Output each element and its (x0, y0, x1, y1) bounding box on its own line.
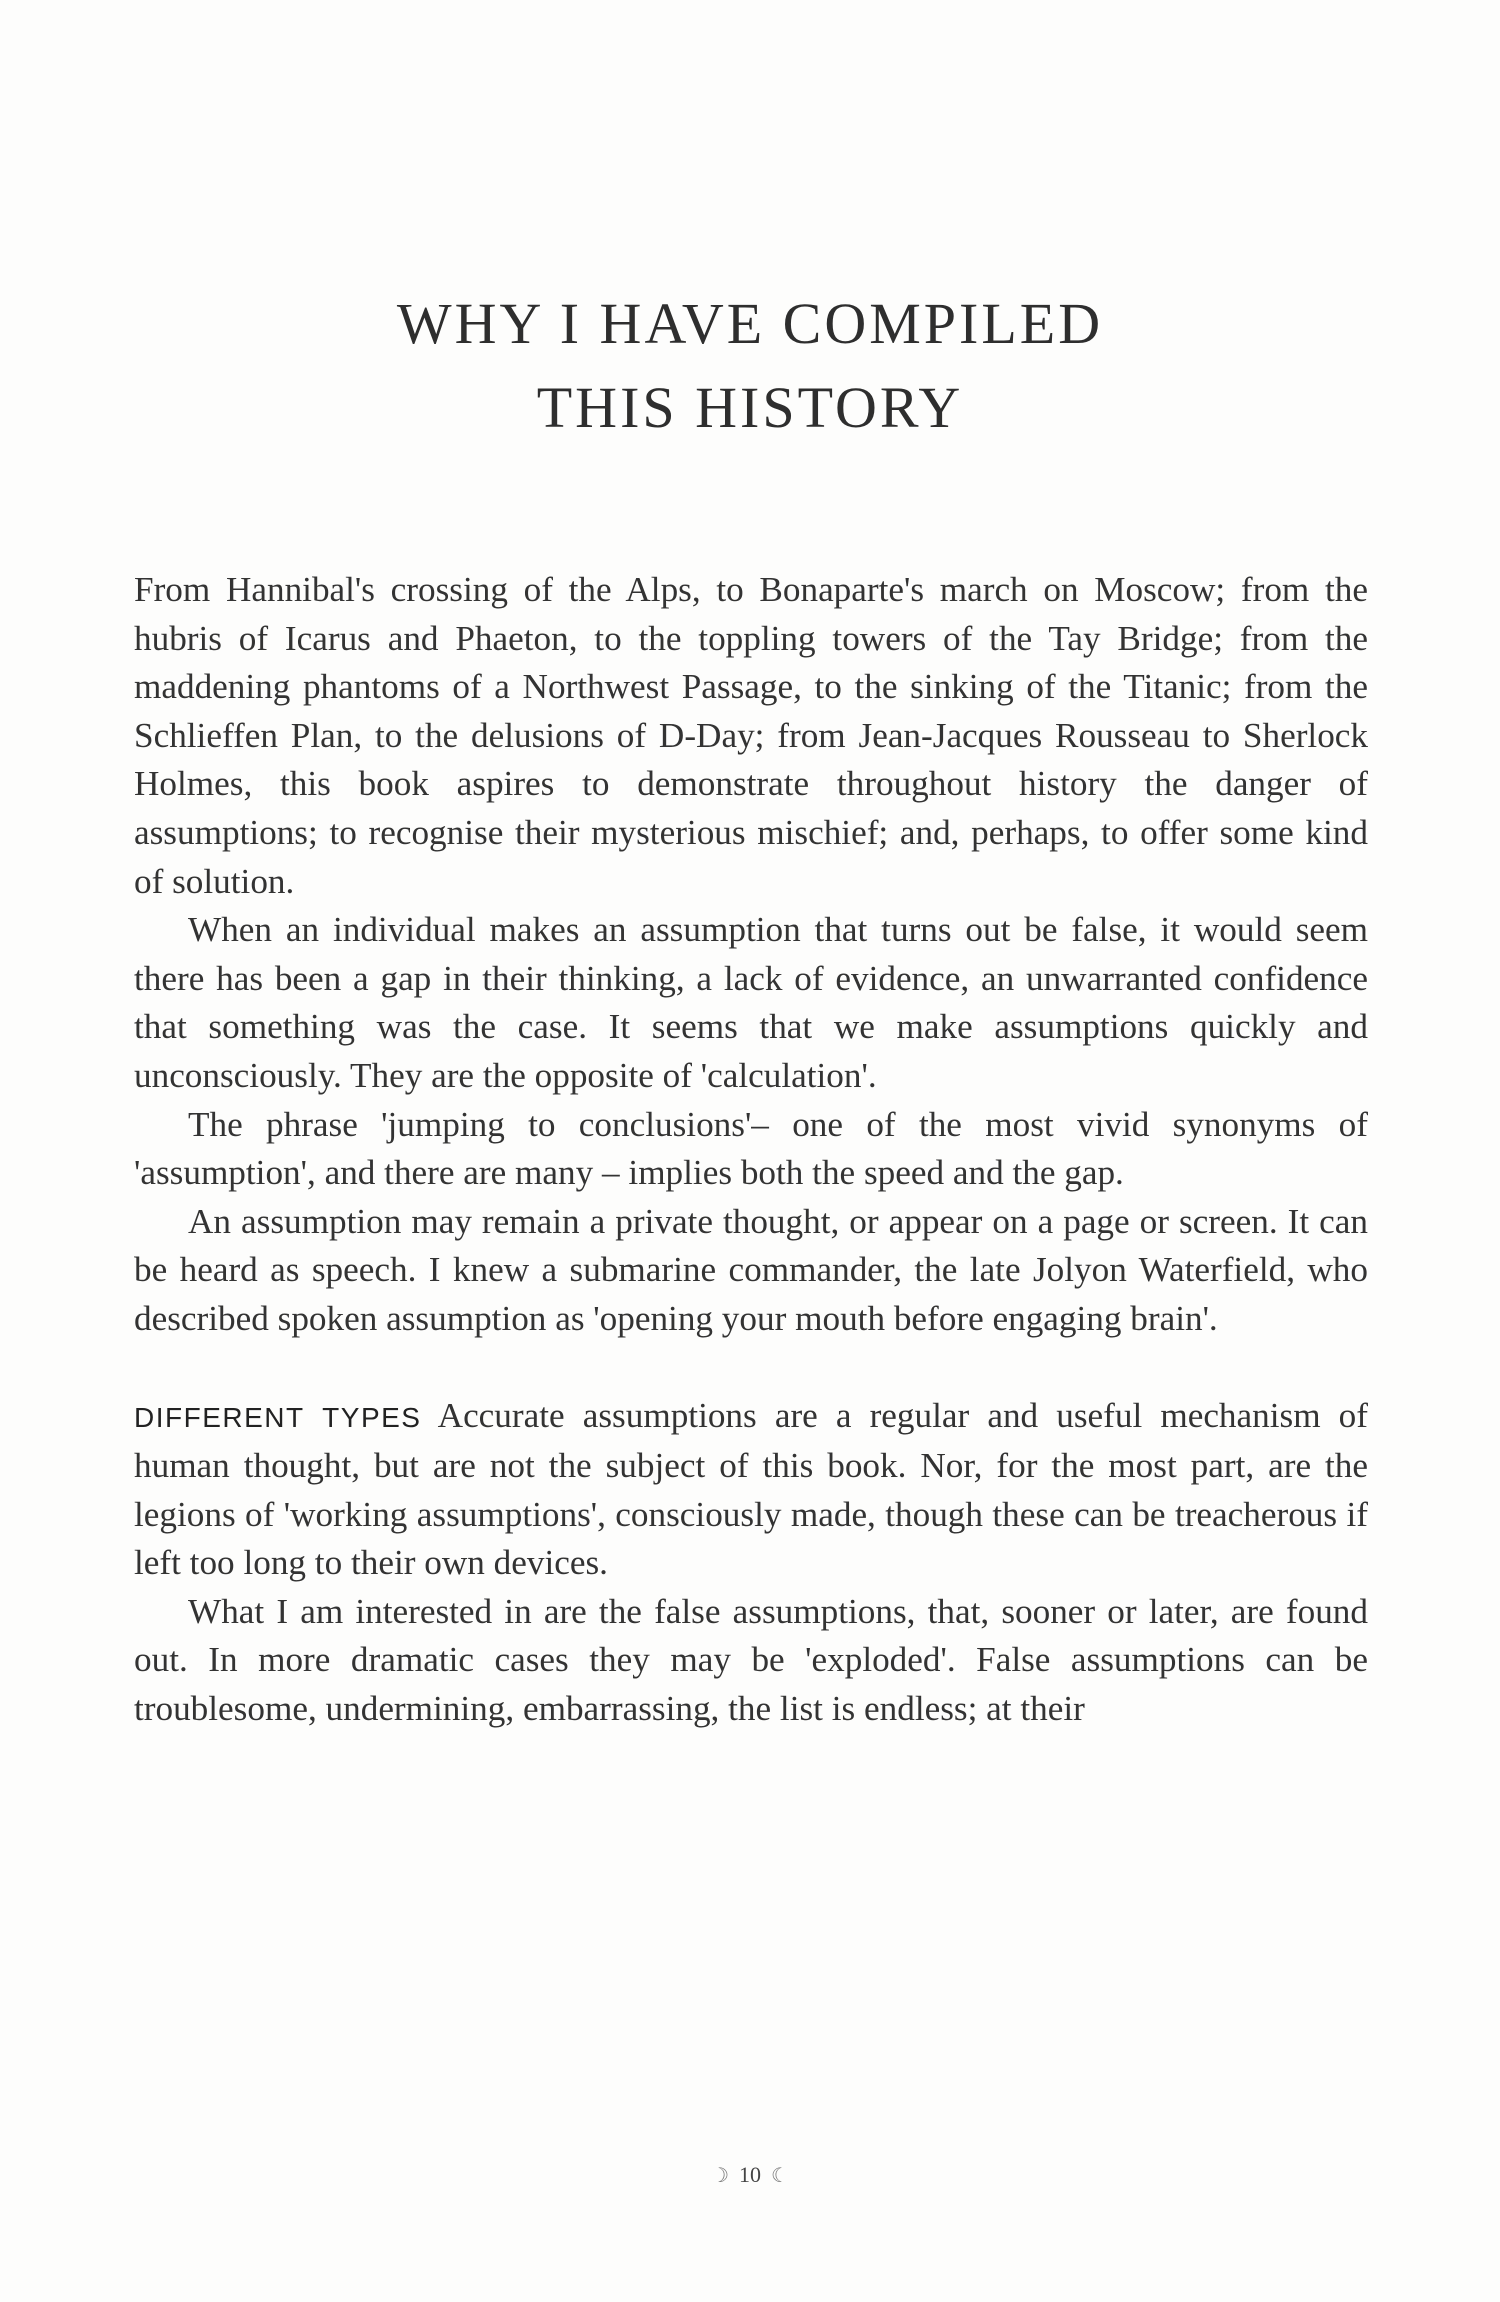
section-paragraph (134, 1392, 1368, 1588)
body-text (134, 566, 1368, 1734)
closing-paragraph: What I am interested in are the false assumptions, that, sooner or later, are found out. In more dramatic cases they may be 'exploded'. False assumptions can be troublesome, undermining, embarrassing, the list is endless; at their (134, 1591, 1368, 1729)
paragraph-4: An assumption may remain a private thought, or appear on a page or screen. It can be heard as speech. I knew a submarine commander, the late Jolyon Waterfield, who described spoken assumption as 'opening your mouth before engaging brain'. (134, 1201, 1368, 1338)
paragraph-1: From Hannibal's crossing of the Alps, to Bonaparte's march on Moscow; from the hubris of Icarus and Phaeton, to the toppling towers of the Tay Bridge; from the maddening phantoms of a Northwest Passage, to the sinking of the Titanic; from the Schlieffen Plan, to the delusions of D-Day; from Jean-Jacques Rousseau to Sherlock Holmes, this book aspires to demonstrate throughout history the danger of assumptions; to recognise their mysterious mischief; and, perhaps, to offer some kind of solution. (134, 570, 1368, 901)
section-label: DIFFERENT TYPES (134, 1401, 422, 1433)
chapter-title-line-1: WHY I HAVE COMPILED (396, 291, 1104, 356)
paragraph-2: When an individual makes an assumption that turns out be false, it would seem there has been a gap in their thinking, a lack of evidence, an unwarranted confidence that something was the case. It seems that we make assumptions quickly and unconsciously. They are the opposite of 'calculation'. (134, 910, 1368, 1095)
chapter-title-line-2: THIS HISTORY (536, 375, 964, 440)
paragraph-3: The phrase 'jumping to conclusions'– one of the most vivid synonyms of 'assumption', and there are many – implies both the speed and the gap. (134, 1104, 1368, 1193)
page-number: 10 (739, 2162, 761, 2187)
left-ornament-icon: ☽ (711, 2165, 729, 2187)
section-text: Accurate assumptions are a regular and useful mechanism of human thought, but are not the subject of this book. Nor, for the most part, are the legions of 'working assumptions', consciously made, though these can be treacherous if left too long to their own devices. (134, 1395, 1368, 1583)
page-folio (0, 2162, 1500, 2188)
chapter-title (0, 282, 1500, 450)
right-ornament-icon: ☾ (771, 2165, 789, 2187)
